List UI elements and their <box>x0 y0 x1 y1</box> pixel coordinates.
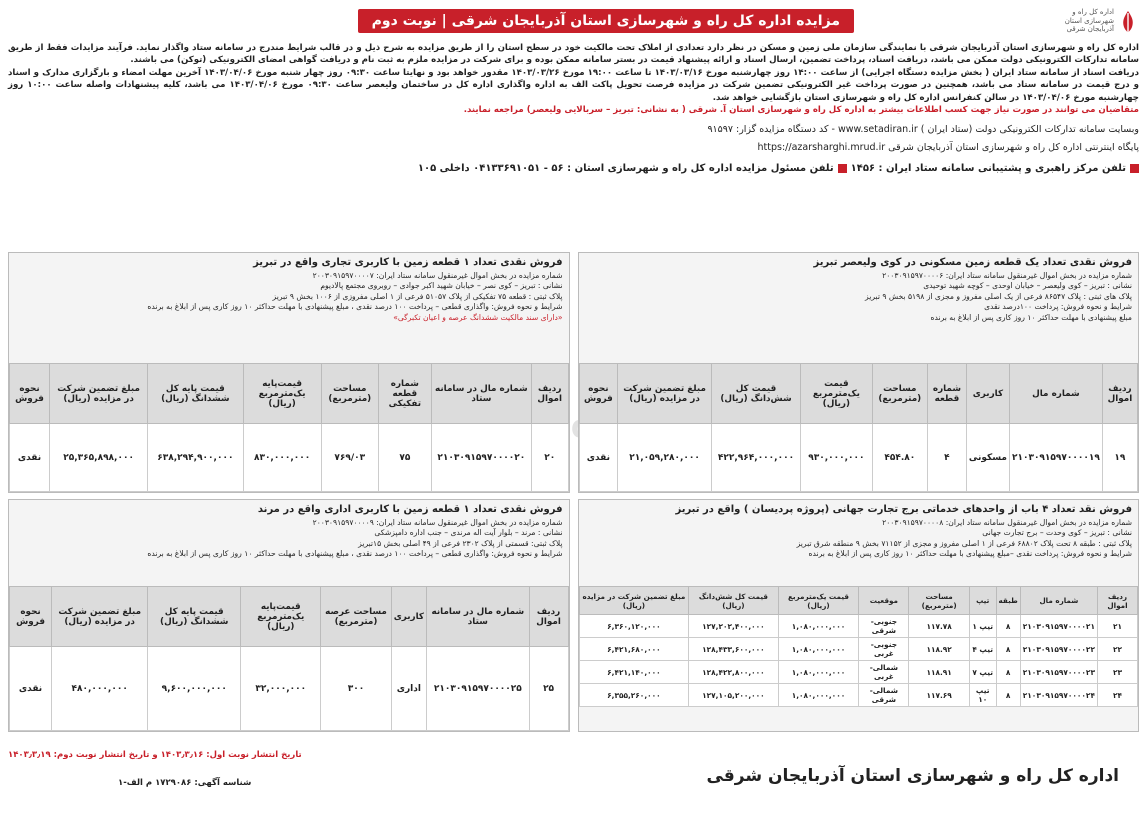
table-row <box>579 424 1138 492</box>
boxes-row-1 <box>8 252 1139 493</box>
support-setad-phone: تلفن مرکز راهبری و پشتیبانی سامانه ستاد ایران : ۱۴۵۶ <box>850 162 1126 174</box>
table-header-row <box>10 587 569 647</box>
table-cell: شمالی-غربی <box>859 661 909 684</box>
table-cell: ۴ <box>927 424 966 492</box>
column-header: نحوه فروش <box>579 364 618 424</box>
box-office-table <box>9 586 569 731</box>
box-title: فروش نقدی تعداد ۱ قطعه زمین با کاربری اداری واقع در مرند <box>257 504 563 515</box>
table-cell: ۲۴ <box>1097 684 1137 707</box>
table-cell: ۸۳۰,۰۰۰,۰۰۰ <box>243 424 321 492</box>
table-cell: ۱۲۷,۱۰۵,۲۰۰,۰۰۰ <box>689 684 778 707</box>
table-cell: ۶۳۸,۲۹۴,۹۰۰,۰۰۰ <box>148 424 243 492</box>
box-title: فروش نقدی تعداد ۱ قطعه زمین با کاربری تجاری واقع در تبریز <box>253 257 563 268</box>
table-header-row <box>579 364 1138 424</box>
box-residential <box>578 252 1140 493</box>
column-header: کاربری <box>391 587 426 647</box>
table-cell: ۶,۳۶۰,۱۲۰,۰۰۰ <box>579 615 689 638</box>
box-tower-head <box>579 500 1139 586</box>
box-line: پلاک ثبتی : طبقه ۸ تحت پلاک ۶۸۸۰۲ فرعی از ۱ اصلی مفروز و مجزی از ۷۱۱۵۲ بخش ۹ منطقه شرق تبریز <box>796 538 1132 548</box>
box-line: نشانی : تبریز – کوی وحدت – برج تجارت جهانی <box>982 528 1132 538</box>
column-header: ردیف اموال <box>529 587 568 647</box>
table-cell: ۲۱۰۳۰۹۱۵۹۷۰۰۰۰۲۰ <box>431 424 531 492</box>
footer-org-name: اداره کل راه و شهرسازی استان آذربایجان شرقی <box>706 766 1119 786</box>
column-header: شماره مال <box>1020 587 1097 615</box>
table-cell: ۱,۰۸۰,۰۰۰,۰۰۰ <box>778 684 859 707</box>
column-header: ردیف اموال <box>1102 364 1137 424</box>
column-header: طبقه <box>996 587 1020 615</box>
table-cell: نقدی <box>10 424 50 492</box>
table-cell: ۴۵۴.۸۰ <box>872 424 927 492</box>
table-cell: ۲۱ <box>1097 615 1137 638</box>
table-cell: ۱۱۸.۹۲ <box>909 638 970 661</box>
box-office-head <box>9 500 569 586</box>
column-header: قیمت‌پایه یک‌مترمربع (ریال) <box>241 587 321 647</box>
table-cell: تیپ ۱۰ <box>969 684 996 707</box>
intro-paragraph-3: متقاضیان می توانند در صورت نیاز جهت کسب اطلاعات بیشتر به اداره کل راه و شهرسازی استان آ. شرقی ( به نشانی: تبریز – سربالایی ولیعصر) مراجعه نمایند. <box>463 105 1139 116</box>
table-cell: نقدی <box>10 647 52 731</box>
column-header: شماره قطعه <box>927 364 966 424</box>
table-cell: جنوبی-شرقی <box>859 615 909 638</box>
box-line: شرایط و نحوه فروش: پرداخت ۱۰۰درصد نقدی <box>984 302 1132 312</box>
table-cell: ۱۲۸,۴۲۲,۸۰۰,۰۰۰ <box>689 661 778 684</box>
column-header: ردیف اموال <box>531 364 568 424</box>
box-title: فروش نقد تعداد ۴ باب از واحدهای خدماتی برج تجارت جهانی (پروژه پردیسان ) واقع در تبریز <box>675 504 1132 515</box>
bullet-square-icon <box>1130 164 1139 173</box>
table-cell: ۲۱۰۳۰۹۱۵۹۷۰۰۰۰۲۴ <box>1020 684 1097 707</box>
column-header: تیپ <box>969 587 996 615</box>
table-header-row <box>579 587 1138 615</box>
box-line: شماره مزایده در بخش اموال غیرمنقول سامانه ستاد ایران: ۲۰۰۳۰۹۱۵۹۷۰۰۰۰۸ <box>882 518 1132 527</box>
box-line: شماره مزایده در بخش اموال غیرمنقول سامانه ستاد ایران: ۲۰۰۳۰۹۱۵۹۷۰۰۰۰۷ <box>312 271 563 280</box>
table-cell: ۲۱,۰۵۹,۲۸۰,۰۰۰ <box>618 424 712 492</box>
box-line: شرایط و نحوه فروش: واگذاری قطعی – پرداخت ۱۰۰ درصد نقدی ، مبلغ پیشنهادی با مهلت حداکثر ۱۰ روز کاری پس از ابلاغ به برنده <box>147 549 563 559</box>
column-header: مبلغ تضمین شرکت در مزایده (ریال) <box>52 587 148 647</box>
table-row <box>579 615 1138 638</box>
table-cell: ۱۱۸.۹۱ <box>909 661 970 684</box>
table-cell: ۸ <box>996 661 1020 684</box>
table-cell: ۷۵ <box>378 424 431 492</box>
table-cell: ۶,۳۵۵,۲۶۰,۰۰۰ <box>579 684 689 707</box>
table-cell: اداری <box>391 647 426 731</box>
portal-link[interactable]: پایگاه اینترنتی اداره کل راه و شهرسازی استان آذربایجان شرقی https://azarsharghi.mrud.ir <box>757 141 1139 153</box>
box-residential-head <box>579 253 1139 363</box>
column-header: قیمت کل شش‌دانگ (ریال) <box>711 364 800 424</box>
intro-paragraph-1: اداره کل راه و شهرسازی استان آذربایجان شرقی با نمایندگی سازمان ملی زمین و مسکن در نظر دارد تعدادی از املاک تحت مالکیت خود در سطح استان را از طریق مزایده به شرح ذیل و در قالب شرایط مندرج در سامانه ستاد واگذار نماید. فرآیند مزایدات فقط از طریق سامانه تدارکات الکترونیکی دولت ممکن می باشد، دریافت اسناد، پرداخت تضمین، ارسال اسناد و ارائه پیشنهاد قیمت در بستر سامانه ممکن بوده و برای شرکت در مزایده ملزم به ثبت نام و دریافت گواهی امضای الکترونیکی (توکن) می باشند. <box>8 43 1139 66</box>
table-cell: ۲۱۰۳۰۹۱۵۹۷۰۰۰۰۲۱ <box>1020 615 1097 638</box>
box-tower-units <box>578 499 1140 732</box>
column-header: شماره مال در سامانه ستاد <box>427 587 530 647</box>
column-header: نحوه فروش <box>10 587 52 647</box>
column-header: موقعیت <box>859 587 909 615</box>
column-header: مبلغ تضمین شرکت در مزایده (ریال) <box>579 587 689 615</box>
table-cell: ۲۱۰۳۰۹۱۵۹۷۰۰۰۰۲۲ <box>1020 638 1097 661</box>
table-row <box>579 684 1138 707</box>
column-header: مساحت (مترمربع) <box>909 587 970 615</box>
table-cell: ۶,۴۲۱,۶۸۰,۰۰۰ <box>579 638 689 661</box>
box-line: پلاک ثبتی : قطعه ۷۵ تفکیکی از پلاک ۵۱۰۵۷ فرعی از ۱ اصلی مفروزی از ۱۰۰۶ بخش ۹ تبریز <box>272 291 563 301</box>
table-cell: ۲۵ <box>529 647 568 731</box>
bullet-square-icon <box>838 164 847 173</box>
table-cell: ۲۲ <box>1097 638 1137 661</box>
box-line: مبلغ پیشنهادی با مهلت حداکثر ۱۰ روز کاری پس از ابلاغ به برنده <box>930 312 1132 322</box>
box-commercial-head <box>9 253 569 363</box>
table-cell: ۸ <box>996 638 1020 661</box>
table-cell: ۲۰ <box>531 424 568 492</box>
table-cell: ۱,۰۸۰,۰۰۰,۰۰۰ <box>778 661 859 684</box>
table-cell: ۱۱۷.۶۹ <box>909 684 970 707</box>
table-cell: ۱۲۷,۲۰۲,۴۰۰,۰۰۰ <box>689 615 778 638</box>
table-cell: تیپ ۷ <box>969 661 996 684</box>
box-line: شرایط و نحوه فروش: واگذاری قطعی – پرداخت ۱۰۰ درصد نقدی ، مبلغ پیشنهادی با مهلت حداکثر ۱۰ روز کاری پس از ابلاغ به برنده <box>147 302 563 312</box>
page-title: مزایده اداره کل راه و شهرسازی استان آذربایجان شرقی | نوبت دوم <box>358 9 854 33</box>
boxes-row-2 <box>8 499 1139 732</box>
support-line <box>8 163 1139 174</box>
table-cell: ۱۱۷.۷۸ <box>909 615 970 638</box>
box-title: فروش نقدی تعداد یک قطعه زمین مسکونی در کوی ولیعصر تبریز <box>813 257 1132 268</box>
box-line: شرایط و نحوه فروش: پرداخت نقدی –مبلغ پیشنهادی با مهلت حداکثر ۱۰ روز کاری پس از ابلاغ به برنده <box>808 549 1132 559</box>
box-office-land <box>8 499 570 732</box>
table-cell: ۴۲۲,۹۶۴,۰۰۰,۰۰۰ <box>711 424 800 492</box>
table-cell: ۲۵,۳۶۵,۸۹۸,۰۰۰ <box>50 424 148 492</box>
table-cell: ۲۱۰۳۰۹۱۵۹۷۰۰۰۰۲۵ <box>427 647 530 731</box>
column-header: قیمت پایه کل ششدانگ (ریال) <box>148 587 241 647</box>
intro-paragraph-2: دریافت اسناد از سامانه ستاد ایران ( بخش مزایده دستگاه اجرایی) از ساعت ۱۴:۰۰ روز چهارشنبه مورخ ۱۴۰۳/۰۳/۱۶ تا ساعت ۱۹:۰۰ مورخ ۱۴۰۳/۰۳/۲۶ مقدور خواهد بود و نهایتا ساعت ۰۹:۳۰ روز چهار شنبه مورخ ۱۴۰۳/۰۴/۰۶ آخرین مهلت امضاء و بارگزاری مدارک و اسناد و درج قیمت در سامانه ستاد می باشد، همچنین در صورت پرداخت غیر الکترونیکی تضمین شرکت در مزایده فرصت تحویل پاکت الف به اداره واگذاری اداره کل در ساختمان ولیعصر ساعت ۰۹:۳۰ مورخ ۱۴۰۳/۰۴/۰۶ می باشد، کلیه پیشنهادات واصله ساعت ۱۰:۰۰ روز چهارشنبه مورخ ۱۴۰۳/۰۴/۰۶ در سالن کنفرانس اداره کل راه و شهرسازی استان بازگشایی خواهد شد. <box>8 67 1139 103</box>
table-cell: ۲۳ <box>1097 661 1137 684</box>
table-cell: شمالی-شرقی <box>859 684 909 707</box>
setad-link[interactable]: وبسایت سامانه تدارکات الکترونیکی دولت (ستاد ایران ) www.setadiran.ir - کد دستگاه مزایده گزار: ۹۱۵۹۷ <box>707 123 1139 135</box>
box-commercial <box>8 252 570 493</box>
table-cell: ۲۱۰۳۰۹۱۵۹۷۰۰۰۰۲۳ <box>1020 661 1097 684</box>
column-header: شماره مال <box>1009 364 1102 424</box>
box-line: شماره مزایده در بخش اموال غیرمنقول سامانه ستاد ایران: ۲۰۰۳۰۹۱۵۹۷۰۰۰۰۹ <box>312 518 563 527</box>
column-header: قیمت پایه کل ششدانگ (ریال) <box>148 364 243 424</box>
column-header: قیمت یک‌مترمربع (ریال) <box>801 364 872 424</box>
column-header: کاربری <box>966 364 1009 424</box>
table-cell: تیپ ۱ <box>969 615 996 638</box>
box-tower-table <box>579 586 1139 707</box>
column-header: قیمت کل شش‌دانگ (ریال) <box>689 587 778 615</box>
table-row <box>579 638 1138 661</box>
table-cell: ۱۹ <box>1102 424 1137 492</box>
column-header: قیمت‌پایه یک‌مترمربع (ریال) <box>243 364 321 424</box>
box-commercial-table <box>9 363 569 492</box>
table-cell: ۱,۰۸۰,۰۰۰,۰۰۰ <box>778 615 859 638</box>
intro <box>8 42 1139 117</box>
box-residential-table <box>579 363 1139 492</box>
table-cell: ۹,۶۰۰,۰۰۰,۰۰۰ <box>148 647 241 731</box>
support-office-phone: تلفن مسئول مزایده اداره کل راه و شهرسازی استان : ۵۶ - ۰۴۱۳۳۶۹۱۰۵۱ داخلی ۱۰۵ <box>417 162 834 174</box>
logo <box>1059 4 1139 38</box>
table-row <box>10 424 569 492</box>
auction-boxes <box>8 252 1139 732</box>
table-cell: ۳۰۰ <box>321 647 391 731</box>
table-cell: ۱,۰۸۰,۰۰۰,۰۰۰ <box>778 638 859 661</box>
box-line: پلاک ثبتی: قسمتی از پلاک ۲۳۰۲ فرعی از ۴۹ اصلی بخش ۱۵تبریز <box>358 538 563 548</box>
column-header: ردیف اموال <box>1097 587 1137 615</box>
logo-text: اداره کل راه و شهرسازی استان آذربایجان شرقی <box>1064 8 1114 34</box>
table-cell: ۷۶۹/۰۳ <box>321 424 378 492</box>
column-header: مساحت (مترمربع) <box>321 364 378 424</box>
table-cell: ۲۱۰۳۰۹۱۵۹۷۰۰۰۰۱۹ <box>1009 424 1102 492</box>
table-cell: ۴۸۰,۰۰۰,۰۰۰ <box>52 647 148 731</box>
table-cell: ۳۲,۰۰۰,۰۰۰ <box>241 647 321 731</box>
table-cell: نقدی <box>579 424 618 492</box>
box-note: «دارای سند مالکیت ششدانگ عرصه و اعیان تکبرگی» <box>393 312 563 322</box>
table-header-row <box>10 364 569 424</box>
box-line: پلاک های ثبتی : پلاک ۸۶۵۴۷ فرعی از یک اصلی مفروز و مجزی از ۵۱۹۸ بخش ۹ تبریز <box>865 291 1132 301</box>
box-line: نشانی : تبریز – کوی نصر – خیابان شهید اکبر جوادی – روبروی مجتمع پالادیوم <box>320 281 563 291</box>
column-header: شماره مال در سامانه ستاد <box>431 364 531 424</box>
box-line: شماره مزایده در بخش اموال غیرمنقول سامانه ستاد ایران: ۲۰۰۳۰۹۱۵۹۷۰۰۰۰۶ <box>882 271 1132 280</box>
ad-id: شناسه آگهی: ۱۷۲۹۰۸۶ م الف-۱ <box>118 778 252 788</box>
table-cell: جنوبی-غربی <box>859 638 909 661</box>
table-cell: مسکونی <box>966 424 1009 492</box>
column-header: شماره قطعه تفکیکی <box>378 364 431 424</box>
table-cell: ۸ <box>996 615 1020 638</box>
footer <box>8 748 1139 814</box>
iran-emblem-icon <box>1117 7 1139 35</box>
table-cell: تیپ ۴ <box>969 638 996 661</box>
column-header: نحوه فروش <box>10 364 50 424</box>
table-cell: ۶,۴۲۱,۱۴۰,۰۰۰ <box>579 661 689 684</box>
column-header: مبلغ تضمین شرکت در مزایده (ریال) <box>618 364 712 424</box>
table-row <box>10 647 569 731</box>
table-cell: ۸ <box>996 684 1020 707</box>
header <box>8 4 1139 38</box>
sites <box>8 123 1139 159</box>
publish-dates: تاریخ انتشار نوبت اول: ۱۴۰۳٫۳٫۱۶ و تاریخ انتشار نوبت دوم: ۱۴۰۳٫۳٫۱۹ <box>8 750 302 760</box>
column-header: مبلغ تضمین شرکت در مزایده (ریال) <box>50 364 148 424</box>
table-row <box>579 661 1138 684</box>
column-header: مساحت (مترمربع) <box>872 364 927 424</box>
table-cell: ۱۲۸,۴۳۳,۶۰۰,۰۰۰ <box>689 638 778 661</box>
table-cell: ۹۳۰,۰۰۰,۰۰۰ <box>801 424 872 492</box>
column-header: مساحت عرصه (مترمربع) <box>321 587 391 647</box>
box-line: نشانی : تبریز – کوی ولیعصر – خیابان اوحدی – کوچه شهید توحیدی <box>923 281 1132 291</box>
box-line: نشانی : مرند – بلوار آیت اله مرندی – جنب اداره دامپزشکی <box>374 528 563 538</box>
column-header: قیمت یک‌مترمربع (ریال) <box>778 587 859 615</box>
